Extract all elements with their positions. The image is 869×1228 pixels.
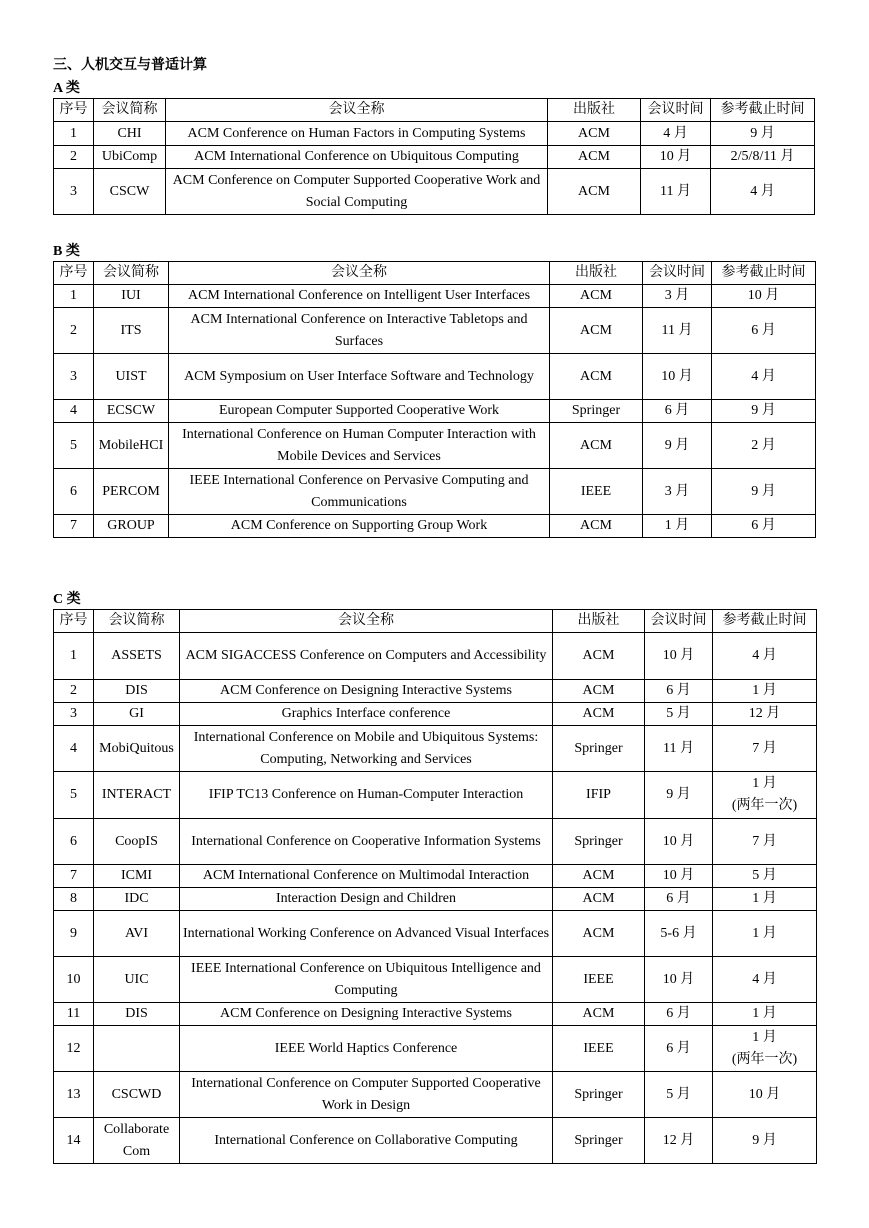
cell-publisher: ACM — [553, 703, 645, 726]
cell-abbr — [94, 1026, 180, 1072]
deadline-month: 1 月 — [752, 776, 777, 791]
cell-time: 6 月 — [643, 400, 712, 423]
table-row — [54, 1072, 817, 1118]
cell-index: 13 — [54, 1072, 94, 1118]
cell-full-name: ACM International Conference on Ubiquitous Computing — [166, 146, 548, 169]
cell-full-name: International Conference on Cooperative Information Systems — [180, 819, 553, 865]
cell-time: 11 月 — [641, 169, 711, 215]
cell-publisher: ACM — [548, 169, 641, 215]
cell-abbr: CSCWD — [94, 1072, 180, 1118]
table-row — [54, 772, 817, 819]
header-full-name: 会议全称 — [166, 99, 548, 122]
cell-publisher: ACM — [553, 680, 645, 703]
cell-full-name: ACM International Conference on Interactive Tabletops and Surfaces — [169, 308, 550, 354]
cell-full-name: IFIP TC13 Conference on Human-Computer Interaction — [180, 772, 553, 819]
cell-publisher: ACM — [553, 911, 645, 957]
cell-time: 3 月 — [643, 469, 712, 515]
cell-index: 6 — [54, 469, 94, 515]
cell-time: 6 月 — [645, 680, 713, 703]
header-time: 会议时间 — [643, 262, 712, 285]
cell-abbr: DIS — [94, 1003, 180, 1026]
cell-time: 10 月 — [645, 819, 713, 865]
header-abbr: 会议简称 — [94, 262, 169, 285]
cell-publisher: ACM — [550, 354, 643, 400]
cell-time: 9 月 — [643, 423, 712, 469]
header-deadline: 参考截止时间 — [712, 262, 816, 285]
header-abbr: 会议简称 — [94, 99, 166, 122]
cell-abbr: UIST — [94, 354, 169, 400]
cell-index: 7 — [54, 515, 94, 538]
cell-publisher: IEEE — [553, 1026, 645, 1072]
cell-publisher: ACM — [550, 308, 643, 354]
cell-abbr: CHI — [94, 122, 166, 146]
header-deadline: 参考截止时间 — [711, 99, 815, 122]
cell-time: 9 月 — [645, 772, 713, 819]
cell-time: 12 月 — [645, 1118, 713, 1164]
cell-publisher: Springer — [553, 819, 645, 865]
conference-table — [53, 261, 816, 538]
deadline-note: (两年一次) — [731, 1051, 798, 1067]
cell-time: 11 月 — [643, 308, 712, 354]
cell-index: 1 — [54, 122, 94, 146]
table-row — [54, 819, 817, 865]
cell-deadline: 4 月 — [711, 169, 815, 215]
cell-time: 1 月 — [643, 515, 712, 538]
table-header-row — [54, 99, 815, 122]
table-row — [54, 888, 817, 911]
cell-publisher: Springer — [553, 726, 645, 772]
cell-deadline: 10 月 — [712, 285, 816, 308]
cell-deadline: 1 月 — [713, 888, 817, 911]
cell-full-name: Interaction Design and Children — [180, 888, 553, 911]
cell-time: 5-6 月 — [645, 911, 713, 957]
cell-full-name: IEEE International Conference on Pervasive Computing and Communications — [169, 469, 550, 515]
cell-index: 7 — [54, 865, 94, 888]
cell-index: 10 — [54, 957, 94, 1003]
table-row — [54, 354, 816, 400]
table-row — [54, 865, 817, 888]
table-row — [54, 680, 817, 703]
cell-index: 6 — [54, 819, 94, 865]
table-row — [54, 423, 816, 469]
cell-index: 3 — [54, 703, 94, 726]
deadline-month: 1 月 — [752, 1029, 777, 1045]
cell-deadline: 6 月 — [712, 308, 816, 354]
cell-abbr: PERCOM — [94, 469, 169, 515]
cell-index: 12 — [54, 1026, 94, 1072]
table-row — [54, 169, 815, 215]
cell-publisher: IEEE — [553, 957, 645, 1003]
cell-abbr: INTERACT — [94, 772, 180, 819]
cell-deadline: 1 月 — [713, 680, 817, 703]
table-row — [54, 633, 817, 680]
cell-time: 10 月 — [645, 633, 713, 680]
conference-table — [53, 98, 815, 215]
cell-time: 10 月 — [643, 354, 712, 400]
table-row — [54, 957, 817, 1003]
cell-full-name: European Computer Supported Cooperative Work — [169, 400, 550, 423]
category-label: B 类 — [53, 244, 80, 259]
cell-full-name: ACM Conference on Human Factors in Computing Systems — [166, 122, 548, 146]
cell-full-name: International Conference on Computer Supported Cooperative Work in Design — [180, 1072, 553, 1118]
cell-index: 5 — [54, 772, 94, 819]
cell-time: 10 月 — [645, 865, 713, 888]
cell-deadline: 1 月 — [713, 1003, 817, 1026]
cell-full-name: ACM SIGACCESS Conference on Computers and Accessibility — [180, 633, 553, 680]
cell-index: 4 — [54, 726, 94, 772]
cell-time: 4 月 — [641, 122, 711, 146]
cell-index: 3 — [54, 354, 94, 400]
cell-index: 2 — [54, 308, 94, 354]
cell-deadline: 4 月 — [712, 354, 816, 400]
table-row — [54, 515, 816, 538]
cell-full-name: ACM Conference on Supporting Group Work — [169, 515, 550, 538]
cell-deadline: 7 月 — [713, 726, 817, 772]
cell-abbr: ASSETS — [94, 633, 180, 680]
cell-publisher: ACM — [553, 633, 645, 680]
cell-deadline — [713, 772, 817, 819]
cell-abbr: ECSCW — [94, 400, 169, 423]
cell-deadline: 10 月 — [713, 1072, 817, 1118]
cell-abbr: CSCW — [94, 169, 166, 215]
cell-abbr: UbiComp — [94, 146, 166, 169]
cell-full-name: ACM International Conference on Intelligent User Interfaces — [169, 285, 550, 308]
header-time: 会议时间 — [641, 99, 711, 122]
cell-deadline: 9 月 — [712, 469, 816, 515]
table-row — [54, 400, 816, 423]
cell-abbr: MobiQuitous — [94, 726, 180, 772]
cell-index: 11 — [54, 1003, 94, 1026]
cell-time: 10 月 — [645, 957, 713, 1003]
cell-time: 6 月 — [645, 1003, 713, 1026]
cell-publisher: IFIP — [553, 772, 645, 819]
cell-publisher: ACM — [548, 122, 641, 146]
header-abbr: 会议简称 — [94, 610, 180, 633]
cell-abbr: IDC — [94, 888, 180, 911]
cell-time: 5 月 — [645, 703, 713, 726]
table-row — [54, 1118, 817, 1164]
cell-full-name: ACM Conference on Designing Interactive Systems — [180, 680, 553, 703]
cell-full-name: Graphics Interface conference — [180, 703, 553, 726]
cell-abbr: GROUP — [94, 515, 169, 538]
deadline-note: (两年一次) — [731, 798, 798, 813]
cell-full-name: International Conference on Collaborative Computing — [180, 1118, 553, 1164]
table-row — [54, 122, 815, 146]
table-row — [54, 285, 816, 308]
cell-deadline: 4 月 — [713, 957, 817, 1003]
cell-deadline: 4 月 — [713, 633, 817, 680]
cell-full-name: International Working Conference on Advanced Visual Interfaces — [180, 911, 553, 957]
page-title: 三、人机交互与普适计算 — [53, 58, 207, 73]
cell-abbr: ITS — [94, 308, 169, 354]
cell-time: 10 月 — [641, 146, 711, 169]
cell-publisher: ACM — [553, 1003, 645, 1026]
table-row — [54, 308, 816, 354]
cell-abbr: CoopIS — [94, 819, 180, 865]
header-publisher: 出版社 — [548, 99, 641, 122]
cell-publisher: Springer — [553, 1072, 645, 1118]
table-row — [54, 1026, 817, 1072]
cell-full-name: ACM International Conference on Multimodal Interaction — [180, 865, 553, 888]
cell-abbr: IUI — [94, 285, 169, 308]
cell-deadline: 1 月 — [713, 911, 817, 957]
cell-deadline: 12 月 — [713, 703, 817, 726]
cell-deadline: 7 月 — [713, 819, 817, 865]
table-row — [54, 469, 816, 515]
cell-publisher: ACM — [550, 423, 643, 469]
cell-index: 1 — [54, 285, 94, 308]
header-full-name: 会议全称 — [169, 262, 550, 285]
cell-publisher: Springer — [553, 1118, 645, 1164]
cell-deadline: 2/5/8/11 月 — [711, 146, 815, 169]
table-row — [54, 146, 815, 169]
header-full-name: 会议全称 — [180, 610, 553, 633]
cell-full-name: IEEE International Conference on Ubiquitous Intelligence and Computing — [180, 957, 553, 1003]
cell-time: 5 月 — [645, 1072, 713, 1118]
cell-deadline: 9 月 — [712, 400, 816, 423]
cell-full-name: International Conference on Mobile and Ubiquitous Systems: Computing, Networking and Services — [180, 726, 553, 772]
cell-index: 4 — [54, 400, 94, 423]
cell-deadline: 9 月 — [711, 122, 815, 146]
cell-publisher: ACM — [553, 865, 645, 888]
cell-deadline: 5 月 — [713, 865, 817, 888]
table-header-row — [54, 610, 817, 633]
cell-abbr: Collaborate Com — [94, 1118, 180, 1164]
cell-index: 2 — [54, 146, 94, 169]
header-publisher: 出版社 — [553, 610, 645, 633]
table-row — [54, 911, 817, 957]
cell-deadline: 9 月 — [713, 1118, 817, 1164]
cell-index: 1 — [54, 633, 94, 680]
table-header-row — [54, 262, 816, 285]
cell-index: 8 — [54, 888, 94, 911]
cell-deadline: 6 月 — [712, 515, 816, 538]
cell-full-name: ACM Conference on Designing Interactive Systems — [180, 1003, 553, 1026]
cell-time: 6 月 — [645, 888, 713, 911]
table-row — [54, 726, 817, 772]
cell-abbr: MobileHCI — [94, 423, 169, 469]
cell-full-name: IEEE World Haptics Conference — [180, 1026, 553, 1072]
header-index: 序号 — [54, 610, 94, 633]
header-time: 会议时间 — [645, 610, 713, 633]
cell-time: 11 月 — [645, 726, 713, 772]
header-publisher: 出版社 — [550, 262, 643, 285]
header-index: 序号 — [54, 99, 94, 122]
cell-index: 5 — [54, 423, 94, 469]
cell-abbr: AVI — [94, 911, 180, 957]
table-row — [54, 703, 817, 726]
cell-publisher: ACM — [550, 285, 643, 308]
cell-full-name: International Conference on Human Computer Interaction with Mobile Devices and Services — [169, 423, 550, 469]
cell-publisher: ACM — [548, 146, 641, 169]
cell-index: 3 — [54, 169, 94, 215]
header-deadline: 参考截止时间 — [713, 610, 817, 633]
cell-abbr: GI — [94, 703, 180, 726]
cell-publisher: IEEE — [550, 469, 643, 515]
conference-table — [53, 609, 817, 1164]
cell-time: 3 月 — [643, 285, 712, 308]
cell-full-name: ACM Conference on Computer Supported Cooperative Work and Social Computing — [166, 169, 548, 215]
cell-publisher: Springer — [550, 400, 643, 423]
cell-abbr: DIS — [94, 680, 180, 703]
category-label: C 类 — [53, 592, 81, 607]
cell-deadline: 2 月 — [712, 423, 816, 469]
cell-time: 6 月 — [645, 1026, 713, 1072]
cell-publisher: ACM — [553, 888, 645, 911]
category-label: A 类 — [53, 81, 80, 96]
cell-abbr: UIC — [94, 957, 180, 1003]
header-index: 序号 — [54, 262, 94, 285]
cell-index: 14 — [54, 1118, 94, 1164]
cell-abbr: ICMI — [94, 865, 180, 888]
cell-index: 2 — [54, 680, 94, 703]
cell-publisher: ACM — [550, 515, 643, 538]
table-row — [54, 1003, 817, 1026]
cell-full-name: ACM Symposium on User Interface Software and Technology — [169, 354, 550, 400]
cell-deadline — [713, 1026, 817, 1072]
cell-index: 9 — [54, 911, 94, 957]
